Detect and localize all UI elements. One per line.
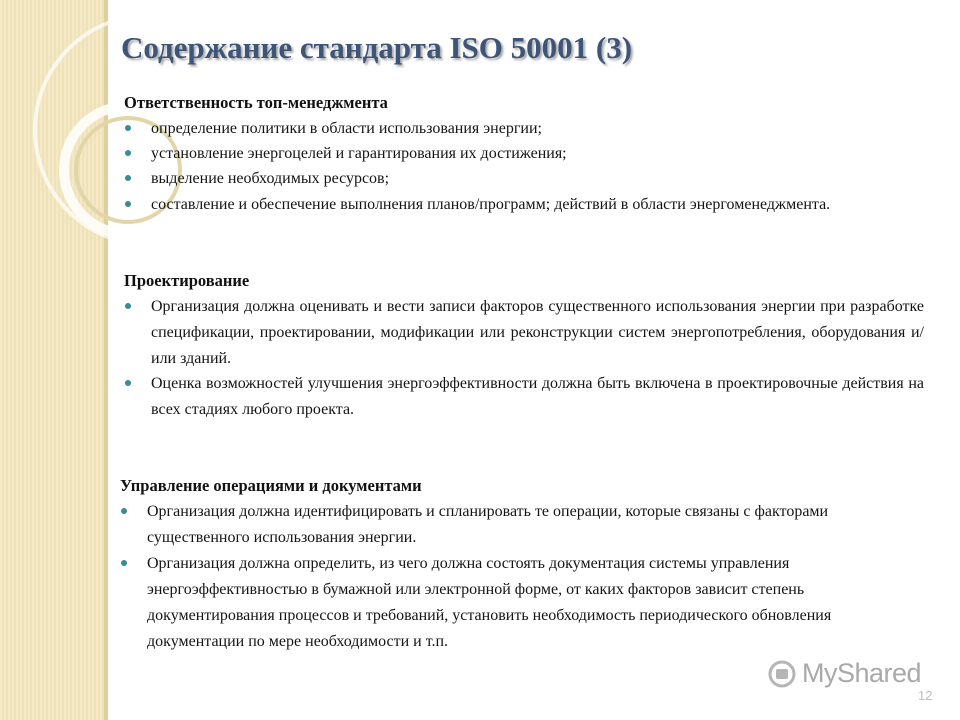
- myshared-logo-icon: [768, 660, 796, 688]
- section-design: [124, 269, 924, 423]
- list-item: Организация должна оценивать и вести записи факторов существенного использования энергии при разработке спецификации, проектировании, модификации или реконструкции систем энергопотребления, оборудования и/или зданий.: [151, 294, 924, 371]
- list-item: установление энергоцелей и гарантирования их достижения;: [151, 141, 924, 166]
- list-item: Организация должна идентифицировать и спланировать те операции, которые связаны с факторами существенного использования энергии.: [147, 499, 920, 551]
- section-top-management: [124, 91, 924, 217]
- list-item: составление и обеспечение выполнения планов/программ; действий в области энергоменеджмента.: [151, 192, 924, 217]
- list-item: выделение необходимых ресурсов;: [151, 166, 924, 191]
- page-number: 12: [918, 688, 933, 703]
- watermark-text: MyShared: [802, 658, 922, 688]
- bullet-icon: [121, 560, 127, 566]
- bullet-icon: [125, 380, 131, 386]
- slide-title: Содержание стандарта ISO 50001 (3): [121, 30, 633, 65]
- bullet-icon: [121, 508, 127, 514]
- bullet-list: [124, 294, 924, 423]
- section-heading: Ответственность топ-менеджмента: [124, 93, 388, 112]
- bullet-icon: [125, 175, 131, 181]
- list-item: Организация должна определить, из чего должна состоять документация системы управления энергоэффективностью в бумажной или электронной форме, от каких факторов зависит степень документирования процессов и требований, установить необходимость периодического обновления документации по мере необходимости и т.п.: [147, 551, 920, 655]
- watermark: [768, 658, 921, 689]
- section-heading: Проектирование: [124, 271, 250, 290]
- bullet-icon: [125, 150, 131, 156]
- bullet-list: [124, 116, 924, 217]
- section-heading: Управление операциями и документами: [120, 476, 422, 495]
- section-operations-documents: [120, 474, 920, 655]
- list-item: определение политики в области использования энергии;: [151, 116, 924, 141]
- bullet-list: [120, 499, 920, 655]
- bullet-icon: [125, 201, 131, 207]
- bullet-icon: [125, 303, 131, 309]
- bullet-icon: [125, 125, 131, 131]
- list-item: Оценка возможностей улучшения энергоэффективности должна быть включена в проектировочные действия на всех стадиях любого проекта.: [151, 371, 924, 423]
